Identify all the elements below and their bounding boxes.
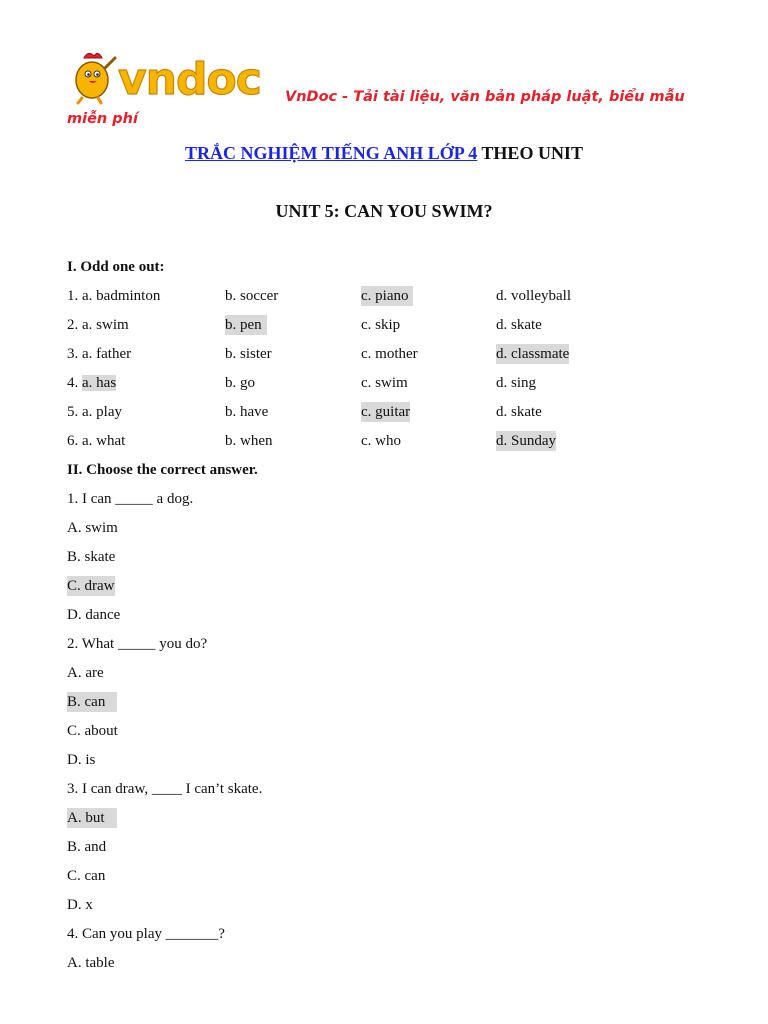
question: 1. I can _____ a dog. [67, 491, 194, 507]
section-heading: I. Odd one out: [67, 259, 165, 275]
highlighted-answer: d. classmate [496, 346, 570, 362]
section-heading: II. Choose the correct answer. [67, 462, 258, 478]
answer-option: A. table [67, 955, 115, 971]
answer-option: B. and [67, 839, 107, 855]
answer-option-highlighted: A. but [67, 808, 117, 828]
highlighted-answer: c. guitar [361, 404, 411, 420]
unit-title: UNIT 5: CAN YOU SWIM? [275, 201, 493, 221]
answer-option: C. about [67, 723, 118, 739]
answer-option: C. can [67, 868, 106, 884]
title-link[interactable]: TRẮC NGHIỆM TIẾNG ANH LỚP 4 [185, 143, 478, 163]
site-tagline: VnDoc - Tải tài liệu, văn bản pháp luật, biểu mẫu miễn phí [67, 89, 685, 127]
answer-option-highlighted: C. draw [67, 578, 115, 594]
table-row: 2. a. swim b. pen c. skip d. skate [67, 317, 542, 333]
page-title: TRẮC NGHIỆM TIẾNG ANH LỚP 4 THEO UNIT [185, 143, 583, 163]
question: 3. I can draw, ____ I can’t skate. [67, 781, 263, 797]
highlighted-answer: c. piano [361, 286, 413, 306]
answer-option: B. skate [67, 549, 116, 565]
table-row: 3. a. father b. sister c. mother d. classmate [67, 346, 570, 362]
table-row: 5. a. play b. have c. guitar d. skate [67, 404, 542, 420]
highlighted-answer: b. pen [225, 315, 267, 335]
table-row: 1. a. badminton b. soccer c. piano d. volleyball [67, 288, 571, 304]
table-row: 4. a. has b. go c. swim d. sing [67, 375, 537, 391]
question: 4. Can you play _______? [67, 926, 225, 942]
table-row: 6. a. what b. when c. who d. Sunday [67, 433, 556, 449]
answer-option: D. dance [67, 607, 121, 623]
answer-option: A. are [67, 665, 104, 681]
answer-option: A. swim [67, 520, 118, 536]
vndoc-wordmark: vndoc [118, 54, 261, 105]
highlighted-answer: a. has [82, 375, 117, 391]
question: 2. What _____ you do? [67, 636, 208, 652]
answer-option: D. x [67, 897, 93, 913]
highlighted-answer: d. Sunday [496, 433, 556, 449]
answer-option-highlighted: B. can [67, 692, 117, 712]
answer-option: D. is [67, 752, 96, 768]
